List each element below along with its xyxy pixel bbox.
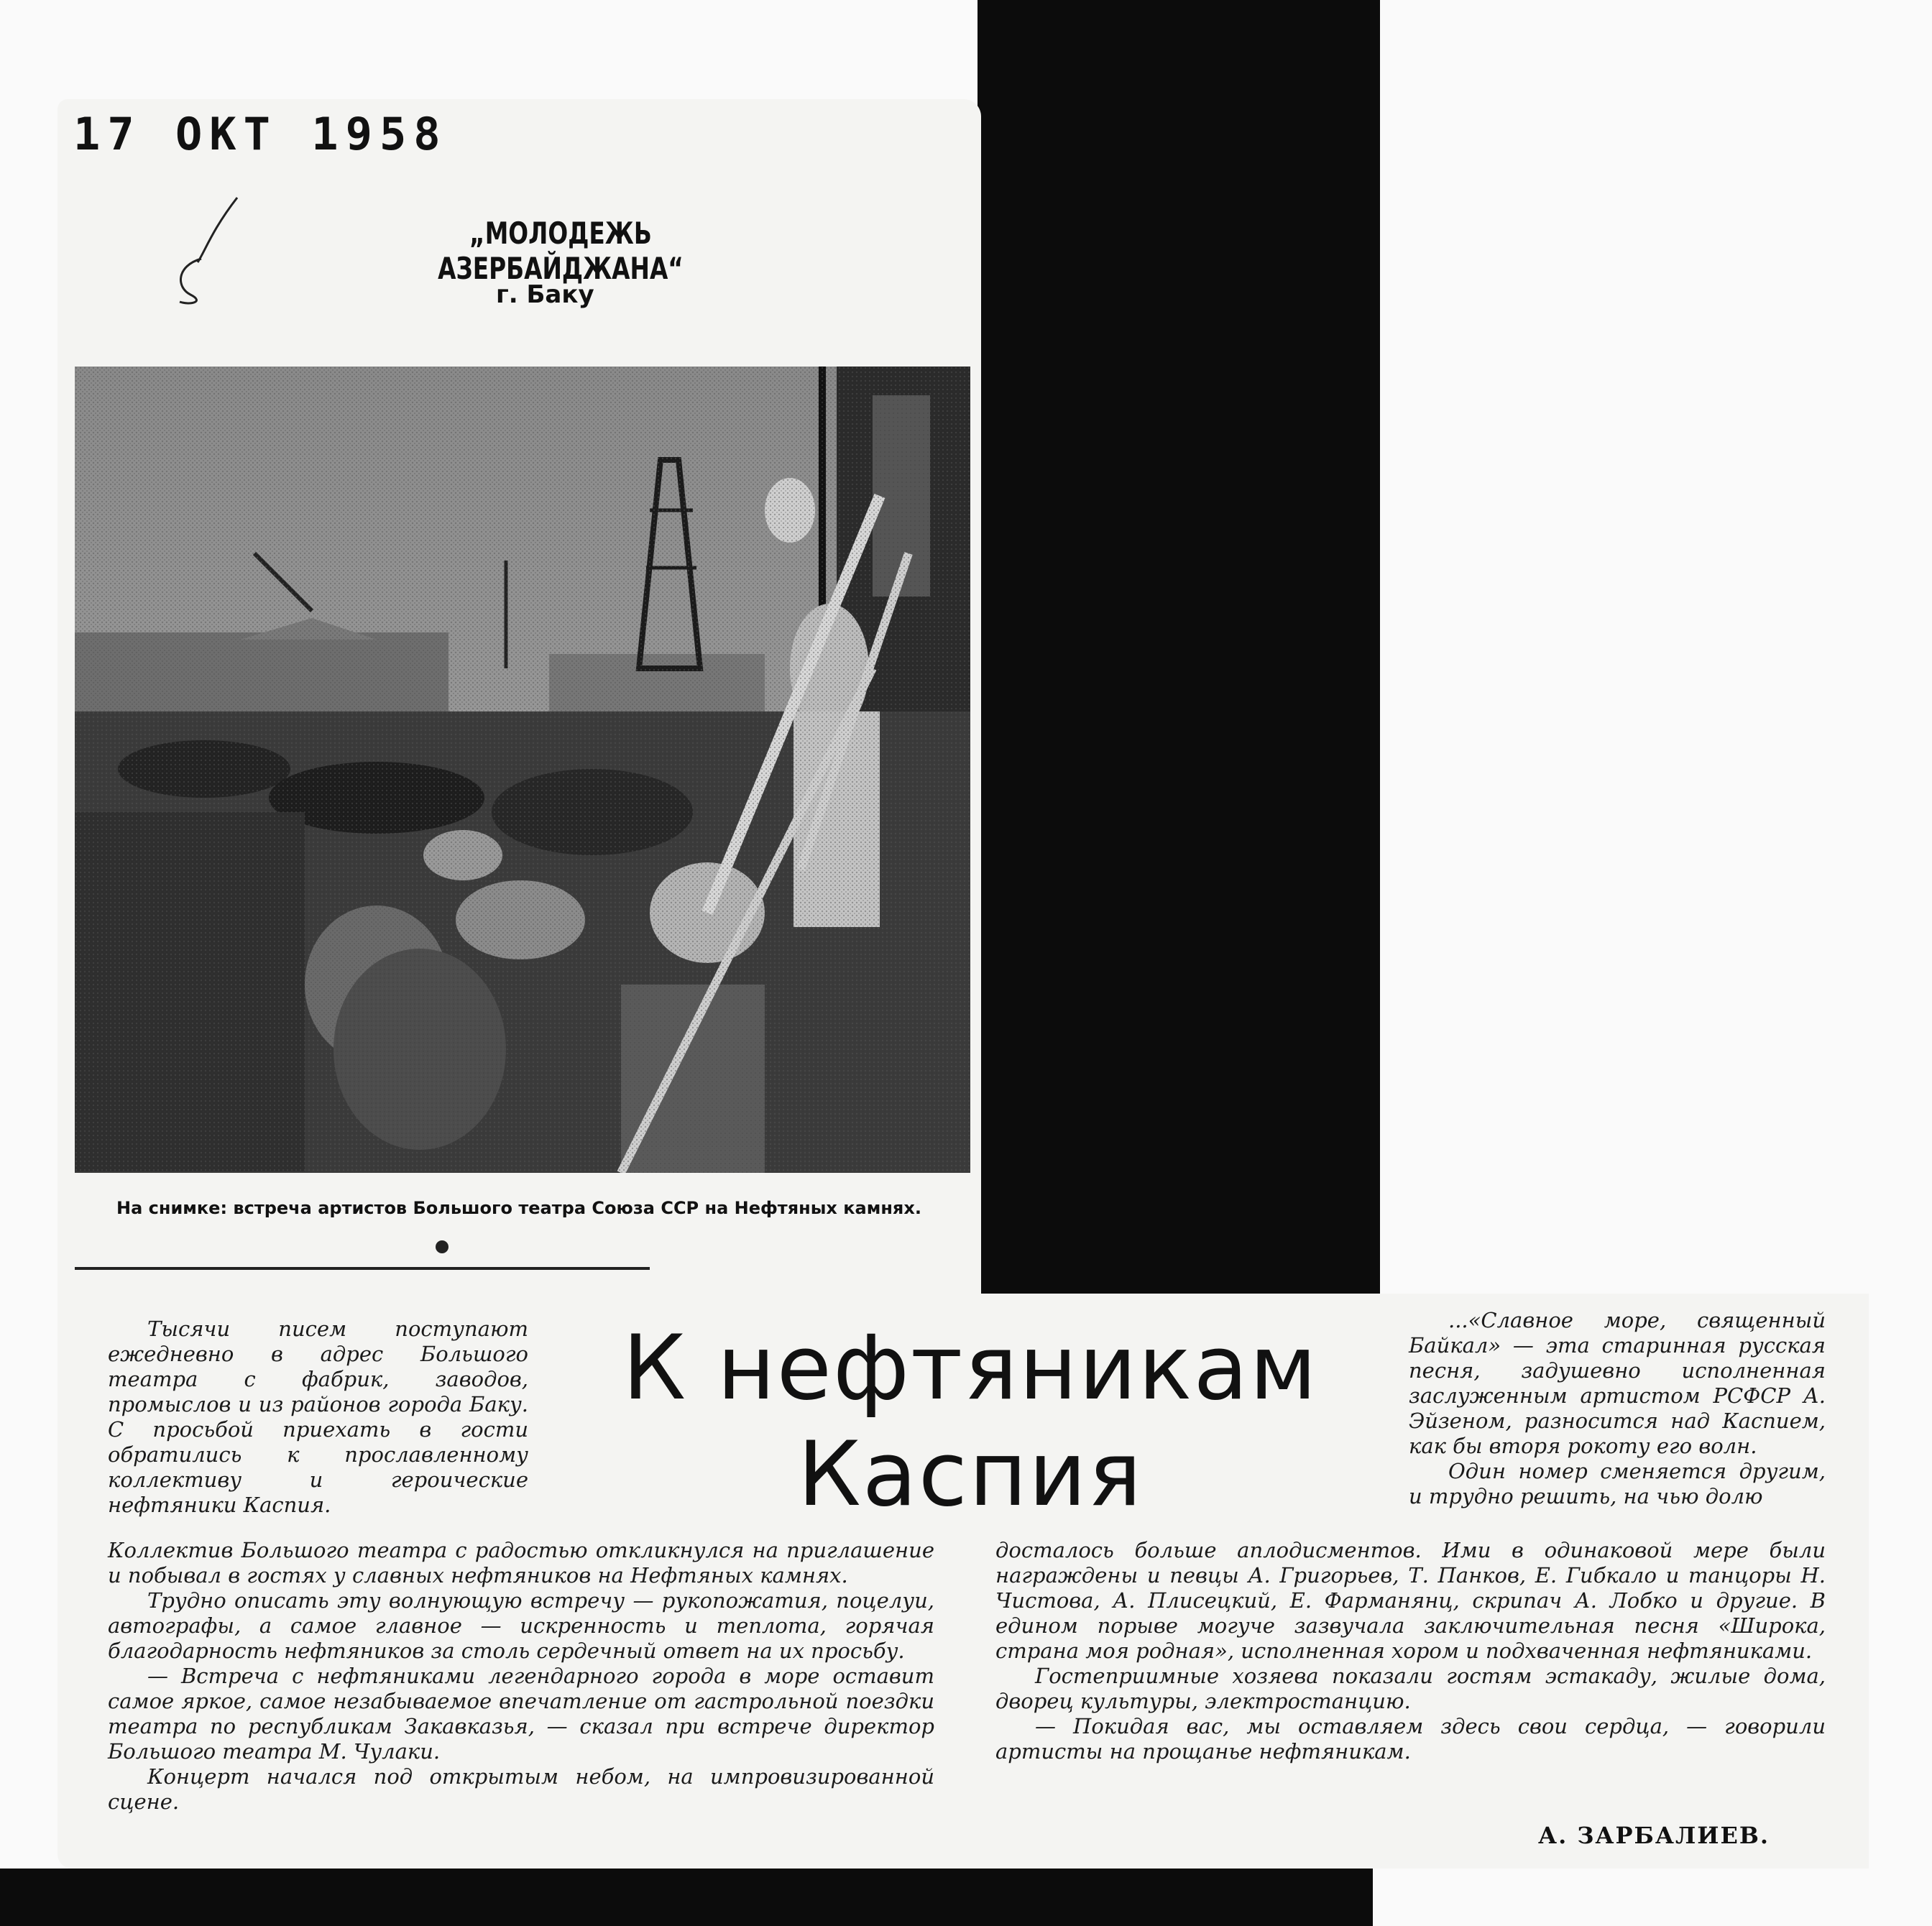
left-paragraph-4: Концерт начался под открытым небом, на импровизированной сцене. (108, 1764, 934, 1814)
handwritten-mark (169, 194, 255, 309)
caption-rule (75, 1267, 650, 1270)
scan-background-bottom (0, 1869, 1373, 1926)
separator-dot (436, 1240, 448, 1253)
article-headline (575, 1315, 1366, 1528)
newspaper-masthead: „МОЛОДЕЖЬ АЗЕРБАЙДЖАНА“ (438, 216, 684, 286)
article-right-bottom-column (995, 1538, 1826, 1764)
right-bottom-paragraph-2: Гостеприимные хозяева показали гостям эстакаду, жилые дома, дворец культуры, электростанцию. (995, 1664, 1826, 1713)
left-paragraph-1: Коллектив Большого театра с радостью откликнулся на приглашение и побывал в гостях у славных нефтяников на Нефтяных камнях. (108, 1538, 934, 1588)
headline-line-2: Каспия (797, 1423, 1144, 1526)
left-paragraph-2: Трудно описать эту волнующую встречу — рукопожатия, поцелуи, автографы, а самое главное — искренность и теплота, горячая благодарность нефтяников за столь сердечный ответ на их просьбу. (108, 1588, 934, 1663)
right-bottom-paragraph-1: досталось больше аплодисментов. Ими в одинаковой мере были награждены и певцы А. Григорьев, Т. Панков, Е. Гибкало и танцоры Н. Чистова, А. Плисецкий, Е. Фарманянц, скрипач А. Лобко и другие. В едином порыве могуче зазвучала заключительная песня «Широка, страна моя родная», исполненная хором и подхваченная нефтяниками. (995, 1538, 1826, 1663)
right-top-paragraph-1: ...«Славное море, священный Байкал» — эта старинная русская песня, задушевно исполненная заслуженным артистом РСФСР А. Эйзеном, разносится над Каспием, как бы вторя рокоту его волн. (1409, 1308, 1826, 1458)
photo-caption: На снимке: встреча артистов Большого театра Союза ССР на Нефтяных камнях. (116, 1198, 921, 1218)
article-left-column (108, 1538, 934, 1815)
scan-background-right (978, 0, 1380, 1315)
right-bottom-paragraph-3: — Покидая вас, мы оставляем здесь свои сердца, — говорили артисты на прощанье нефтяникам. (995, 1714, 1826, 1764)
headline-line-1: К нефтяникам (622, 1317, 1318, 1420)
newspaper-city: г. Баку (496, 280, 594, 309)
photo-oil-workers-meeting (75, 367, 970, 1173)
right-top-paragraph-2: Один номер сменяется другим, и трудно решить, на чью долю (1409, 1459, 1826, 1508)
left-paragraph-3: — Встреча с нефтяниками легендарного города в море оставит самое яркое, самое незабываемое впечатление от гастрольной поездки театра по республикам Закавказья, — сказал при встрече директор Большого театра М. Чулаки. (108, 1664, 934, 1764)
article-author: А. ЗАРБАЛИЕВ. (1538, 1822, 1770, 1849)
date-stamp: 17 ОКТ 1958 (73, 108, 448, 160)
article-right-top-column (1409, 1308, 1826, 1509)
article-lead-paragraph (108, 1317, 528, 1518)
lead-paragraph-text: Тысячи писем поступают ежедневно в адрес Большого театра с фабрик, заводов, промыслов и из районов города Баку. С просьбой приехать в гости обратились к прославленному коллективу и героические нефтяники Каспия. (108, 1317, 528, 1517)
